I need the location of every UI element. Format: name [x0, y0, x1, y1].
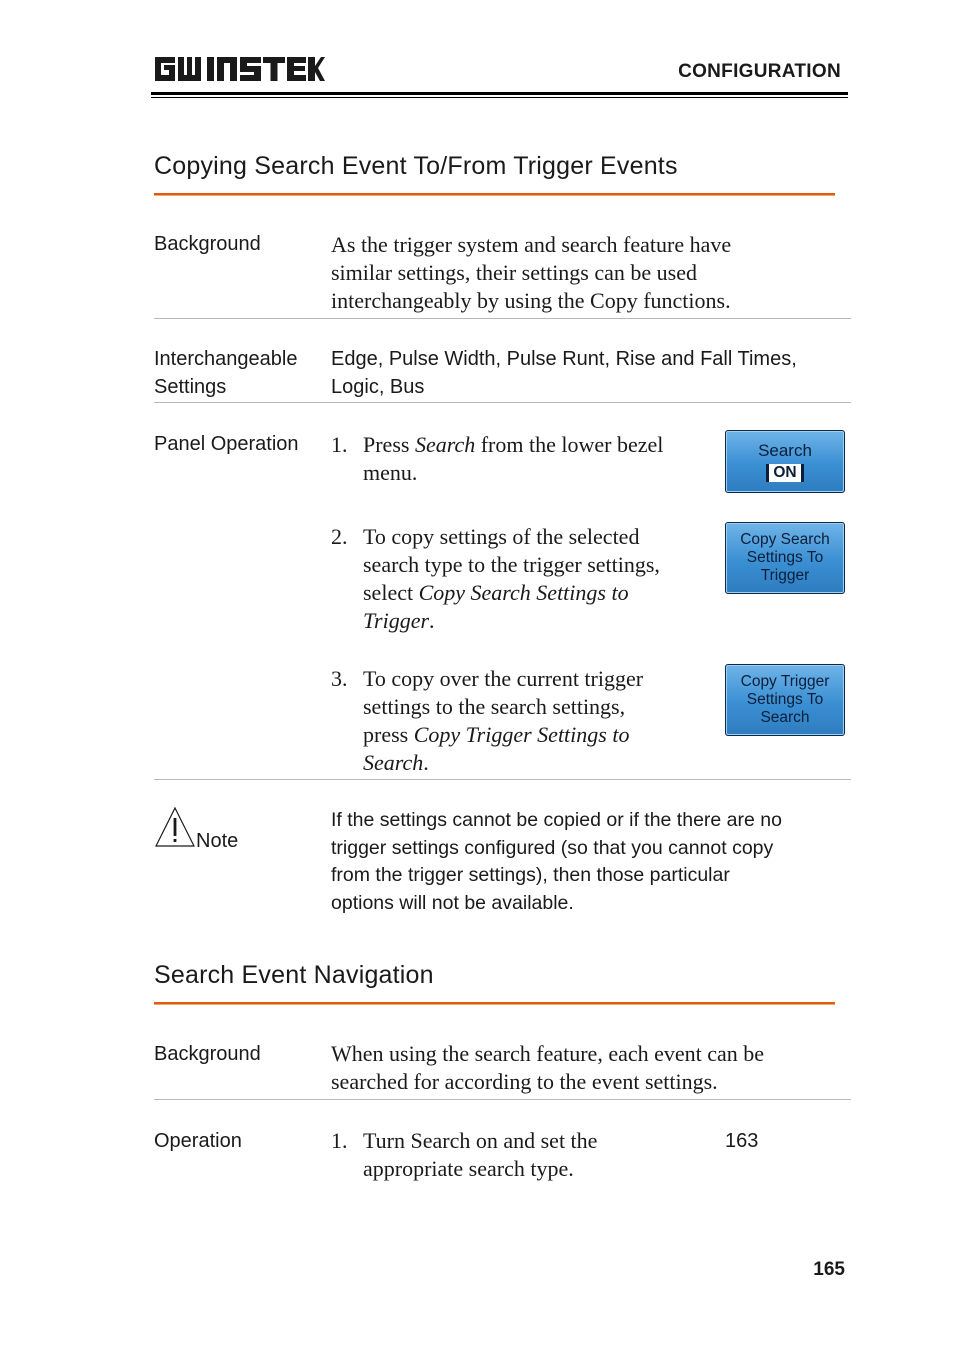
label-operation: Operation [154, 1130, 242, 1152]
label-background: Background [154, 233, 261, 255]
section-rule [154, 1002, 835, 1004]
row-divider [154, 779, 851, 780]
interchangeable-settings-text: Edge, Pulse Width, Pulse Runt, Rise and Fall Times, Logic, Bus [331, 348, 797, 398]
header-rule-thin [151, 97, 848, 98]
note-text: If the settings cannot be copied or if the there are no trigger settings configured (so that you cannot copy from the trigger settings), then those particular options will not be available. [331, 809, 782, 914]
softkey-label: Search [758, 440, 812, 460]
copy-search-settings-to-trigger-softkey[interactable]: Copy Search Settings To Trigger [725, 522, 845, 594]
row-divider [154, 402, 851, 403]
label-panel-operation: Panel Operation [154, 433, 299, 455]
navigation-background-text: When using the search feature, each event can be searched for according to the event settings. [331, 1041, 765, 1094]
page-reference[interactable]: 163 [725, 1130, 759, 1152]
header-section-title: CONFIGURATION [678, 61, 841, 82]
step-number: 1. [331, 1128, 348, 1153]
label-note: Note [196, 830, 239, 852]
step-1-text: Press Search from the lower bezel menu. [363, 432, 664, 485]
label-background: Background [154, 1043, 261, 1065]
page-number: 165 [813, 1259, 845, 1280]
section-title-search-event-navigation: Search Event Navigation [154, 961, 434, 989]
warning-triangle-icon [154, 806, 196, 848]
header-rule [151, 92, 848, 95]
row-divider [154, 1099, 851, 1100]
step-number: 1. [331, 432, 348, 457]
step-2-text: To copy settings of the selected search type to the trigger settings, select Copy Search Settings to Trigger. [363, 524, 660, 633]
step-number: 3. [331, 666, 348, 691]
copy-trigger-settings-to-search-softkey[interactable]: Copy Trigger Settings To Search [725, 664, 845, 736]
search-on-softkey[interactable] [725, 430, 845, 493]
label-interchangeable-settings: Interchangeable Settings [154, 348, 298, 398]
background-text: As the trigger system and search feature have similar settings, their settings can be used interchangeably by using the Copy functions. [331, 232, 732, 313]
operation-step-1-text: Turn Search on and set the appropriate search type. [363, 1128, 598, 1181]
section-rule [154, 193, 835, 195]
step-number: 2. [331, 524, 348, 549]
step-3-text: To copy over the current trigger settings to the search settings, press Copy Trigger Settings to Search. [363, 666, 644, 775]
section-title-copying: Copying Search Event To/From Trigger Events [154, 152, 678, 180]
row-divider [154, 318, 851, 319]
softkey-on-indicator: ON [766, 464, 803, 482]
gw-instek-logo [153, 53, 325, 85]
